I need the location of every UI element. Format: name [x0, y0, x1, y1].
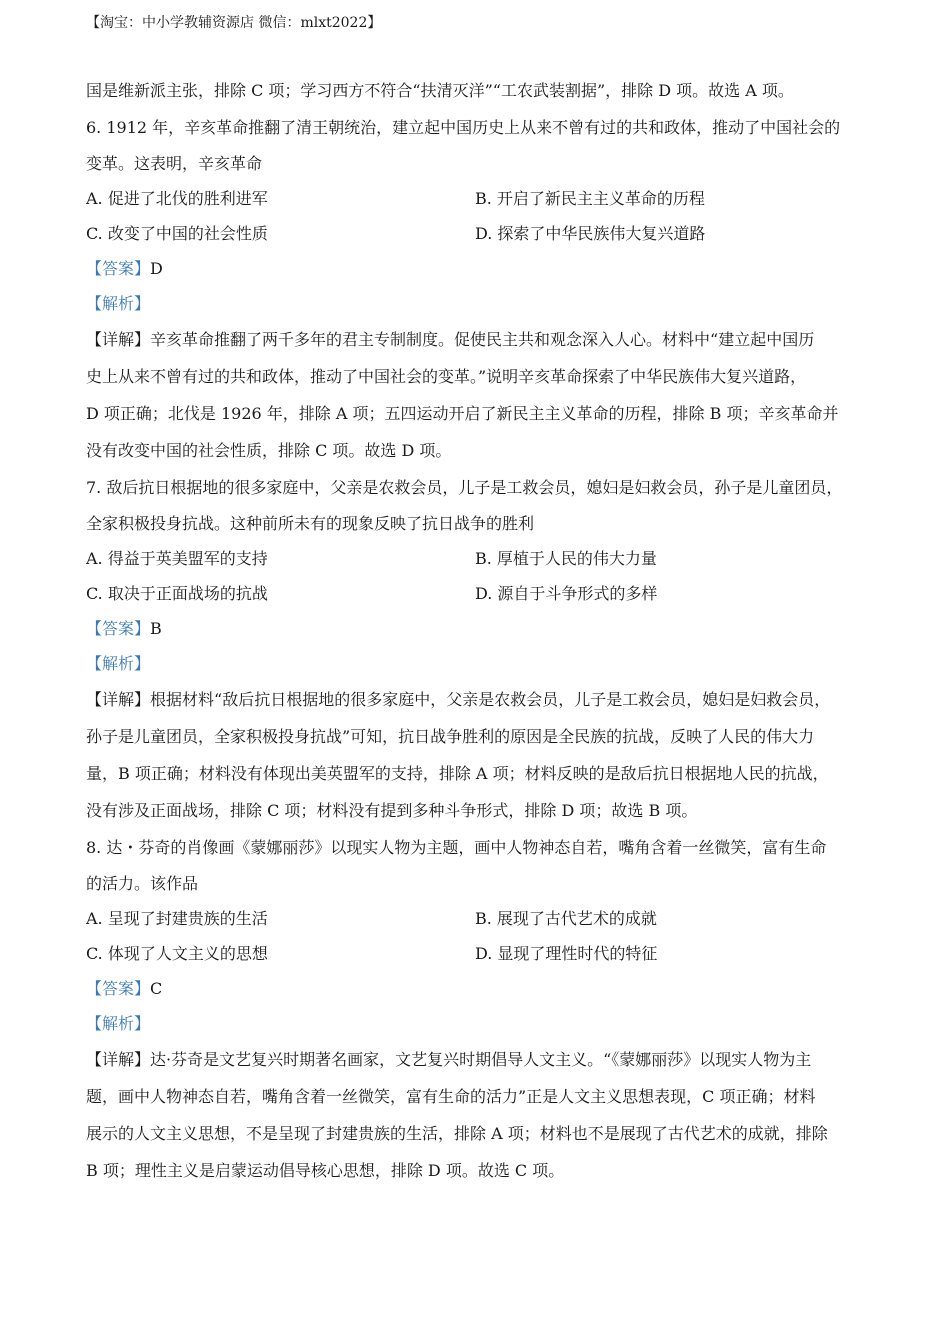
option-c: C. 改变了中国的社会性质 — [86, 224, 268, 243]
detail-text: 达·芬奇是文艺复兴时期著名画家，文艺复兴时期倡导人文主义。“《蒙娜丽莎》以现实人物为主 — [150, 1050, 812, 1069]
options-row — [86, 936, 876, 971]
question-stem-line: 7. 敌后抗日根据地的很多家庭中，父亲是农救会员，儿子是工救会员，媳妇是妇救会员，孙子是儿童团员， — [86, 478, 843, 497]
detail-line — [86, 1041, 876, 1078]
detail-line: 孙子是儿童团员，全家积极投身抗战”可知，抗日战争胜利的原因是全民族的抗战，反映了人民的伟大力 — [86, 727, 815, 746]
detail-line: 史上从来不曾有过的共和政体，推动了中国社会的变革。”说明辛亥革命探索了中华民族伟大复兴道路， — [86, 367, 807, 386]
answer-line — [86, 611, 876, 646]
question-6 — [86, 109, 876, 469]
answer-line — [86, 251, 876, 286]
option-d: D. 源自于斗争形式的多样 — [475, 584, 658, 603]
option-a: A. 得益于英美盟军的支持 — [86, 549, 268, 568]
analysis-tag: 【解析】 — [86, 1014, 151, 1033]
question-8 — [86, 829, 876, 1189]
detail-label: 【详解】 — [86, 690, 151, 709]
option-a: A. 呈现了封建贵族的生活 — [86, 909, 268, 928]
detail-line — [86, 681, 876, 718]
detail-text: 根据材料“敌后抗日根据地的很多家庭中，父亲是农救会员，儿子是工救会员，媳妇是妇救会员， — [150, 690, 831, 709]
question-stem-line: 全家积极投身抗战。这种前所未有的现象反映了抗日战争的胜利 — [86, 514, 535, 533]
detail-label: 【详解】 — [86, 1050, 151, 1069]
answer-line — [86, 971, 876, 1006]
options-row — [86, 901, 876, 936]
option-c: C. 体现了人文主义的思想 — [86, 944, 268, 963]
analysis-label — [86, 1006, 876, 1041]
detail-line: 没有改变中国的社会性质，排除 C 项。故选 D 项。 — [86, 441, 452, 460]
detail-text: 辛亥革命推翻了两千多年的君主专制制度。促使民主共和观念深入人心。材料中“建立起中国历 — [150, 330, 815, 349]
question-7 — [86, 469, 876, 829]
detail-line: D 项正确；北伐是 1926 年，排除 A 项；五四运动开启了新民主主义革命的历程，排除 B 项；辛亥革命并 — [86, 404, 839, 423]
option-a: A. 促进了北伐的胜利进军 — [86, 189, 268, 208]
answer-value: B — [150, 619, 162, 638]
page-header: 【淘宝：中小学教辅资源店 微信：mlxt2022】 — [86, 15, 382, 31]
option-b: B. 开启了新民主主义革命的历程 — [475, 189, 705, 208]
question-stem-line: 8. 达・芬奇的肖像画《蒙娜丽莎》以现实人物为主题，画中人物神态自若，嘴角含着一丝微笑，富有生命 — [86, 838, 827, 857]
options-row — [86, 181, 876, 216]
answer-label: 【答案】 — [86, 259, 151, 278]
detail-line: B 项；理性主义是启蒙运动倡导核心思想，排除 D 项。故选 C 项。 — [86, 1161, 565, 1180]
analysis-label — [86, 286, 876, 321]
question-stem-line: 的活力。该作品 — [86, 874, 199, 893]
option-c: C. 取决于正面战场的抗战 — [86, 584, 268, 603]
answer-value: C — [150, 979, 163, 998]
detail-label: 【详解】 — [86, 330, 151, 349]
question-stem-line: 变革。这表明，辛亥革命 — [86, 154, 263, 173]
options-row — [86, 541, 876, 576]
continuation-text: 国是维新派主张，排除 C 项；学习西方不符合“扶清灭洋”“工农武装割据”，排除 D 项。故选 A 项。 — [86, 81, 794, 100]
option-d: D. 探索了中华民族伟大复兴道路 — [475, 224, 706, 243]
options-row — [86, 216, 876, 251]
answer-label: 【答案】 — [86, 619, 151, 638]
answer-value: D — [150, 259, 163, 278]
option-b: B. 厚植于人民的伟大力量 — [475, 549, 657, 568]
answer-label: 【答案】 — [86, 979, 151, 998]
option-b: B. 展现了古代艺术的成就 — [475, 909, 657, 928]
detail-line: 量，B 项正确；材料没有体现出美英盟军的支持，排除 A 项；材料反映的是敌后抗日根据地人民的抗战， — [86, 764, 829, 783]
document-body — [86, 72, 876, 1189]
analysis-label — [86, 646, 876, 681]
detail-line — [86, 321, 876, 358]
options-row — [86, 576, 876, 611]
question-stem-line: 6. 1912 年，辛亥革命推翻了清王朝统治，建立起中国历史上从来不曾有过的共和政体，推动了中国社会的 — [86, 118, 841, 137]
detail-line: 题，画中人物神态自若，嘴角含着一丝微笑，富有生命的活力”正是人文主义思想表现，C 项正确；材料 — [86, 1087, 816, 1106]
option-d: D. 显现了理性时代的特征 — [475, 944, 658, 963]
detail-line: 展示的人文主义思想，不是呈现了封建贵族的生活，排除 A 项；材料也不是展现了古代艺术的成就，排除 — [86, 1124, 828, 1143]
analysis-tag: 【解析】 — [86, 294, 151, 313]
detail-line: 没有涉及正面战场，排除 C 项；材料没有提到多种斗争形式，排除 D 项；故选 B 项。 — [86, 801, 698, 820]
analysis-tag: 【解析】 — [86, 654, 151, 673]
